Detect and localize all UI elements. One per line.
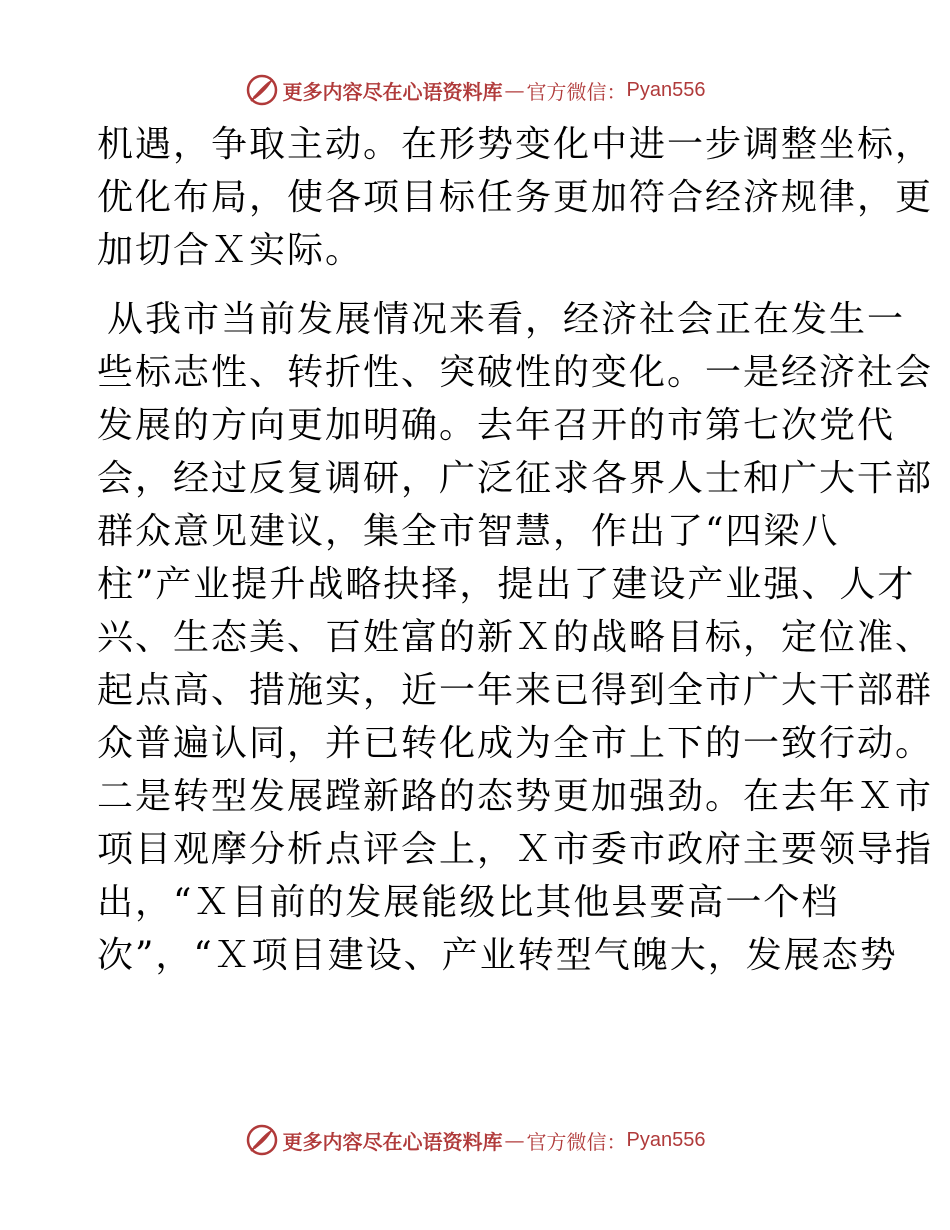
- footer-separator: —: [504, 1128, 525, 1152]
- text-line: 次”，“Ｘ项目建设、产业转型气魄大，发展态势: [97, 935, 898, 976]
- text-line: 柱”产业提升战略抉择，提出了建设产业强、人才: [97, 564, 916, 605]
- text-line: 发展的方向更加明确。去年召开的市第七次党代: [97, 405, 896, 446]
- paragraph-2: [97, 293, 934, 982]
- header-wechat-label: 官方微信：: [526, 79, 627, 104]
- paragraph-gap: [97, 277, 857, 293]
- text-line: 众普遍认同，并已转化成为全市上下的一致行动。: [97, 723, 934, 764]
- text-line: 项目观摩分析点评会上，Ｘ市委市政府主要领导指: [97, 829, 934, 870]
- text-line: 群众意见建议，集全市智慧，作出了“四梁八: [97, 511, 840, 552]
- paragraph-1: [97, 118, 934, 277]
- header-separator: —: [504, 78, 525, 102]
- text-line: 二是转型发展蹚新路的态势更加强劲。在去年Ｘ市: [97, 776, 934, 817]
- text-line: 出，“Ｘ目前的发展能级比其他县要高一个档: [97, 882, 840, 923]
- text-line: 起点高、措施实，近一年来已得到全市广大干部群: [97, 670, 934, 711]
- footer-banner: [0, 1120, 950, 1160]
- quill-logo-icon: [245, 73, 279, 107]
- footer-wechat-id: Pyan556: [626, 1128, 706, 1151]
- text-line: 机遇，争取主动。在形势变化中进一步调整坐标，: [97, 124, 934, 165]
- text-line: 从我市当前发展情况来看，经济社会正在发生一: [107, 299, 906, 340]
- text-line: 些标志性、转折性、突破性的变化。一是经济社会: [97, 352, 934, 393]
- text-line: 加切合Ｘ实际。: [97, 230, 364, 271]
- text-line: 会，经过反复调研，广泛征求各界人士和广大干部: [97, 458, 934, 499]
- document-body: [97, 118, 934, 982]
- quill-logo-icon: [245, 1123, 279, 1157]
- header-banner: [0, 70, 950, 110]
- footer-wechat-label: 官方微信：: [526, 1129, 627, 1154]
- text-line: 兴、生态美、百姓富的新Ｘ的战略目标，定位准、: [97, 617, 934, 658]
- header-wechat-id: Pyan556: [626, 78, 706, 101]
- footer-brand-text: 更多内容尽在心语资料库: [282, 1129, 503, 1154]
- text-line: 优化布局，使各项目标任务更加符合经济规律，更: [97, 177, 934, 218]
- header-brand-text: 更多内容尽在心语资料库: [282, 79, 503, 104]
